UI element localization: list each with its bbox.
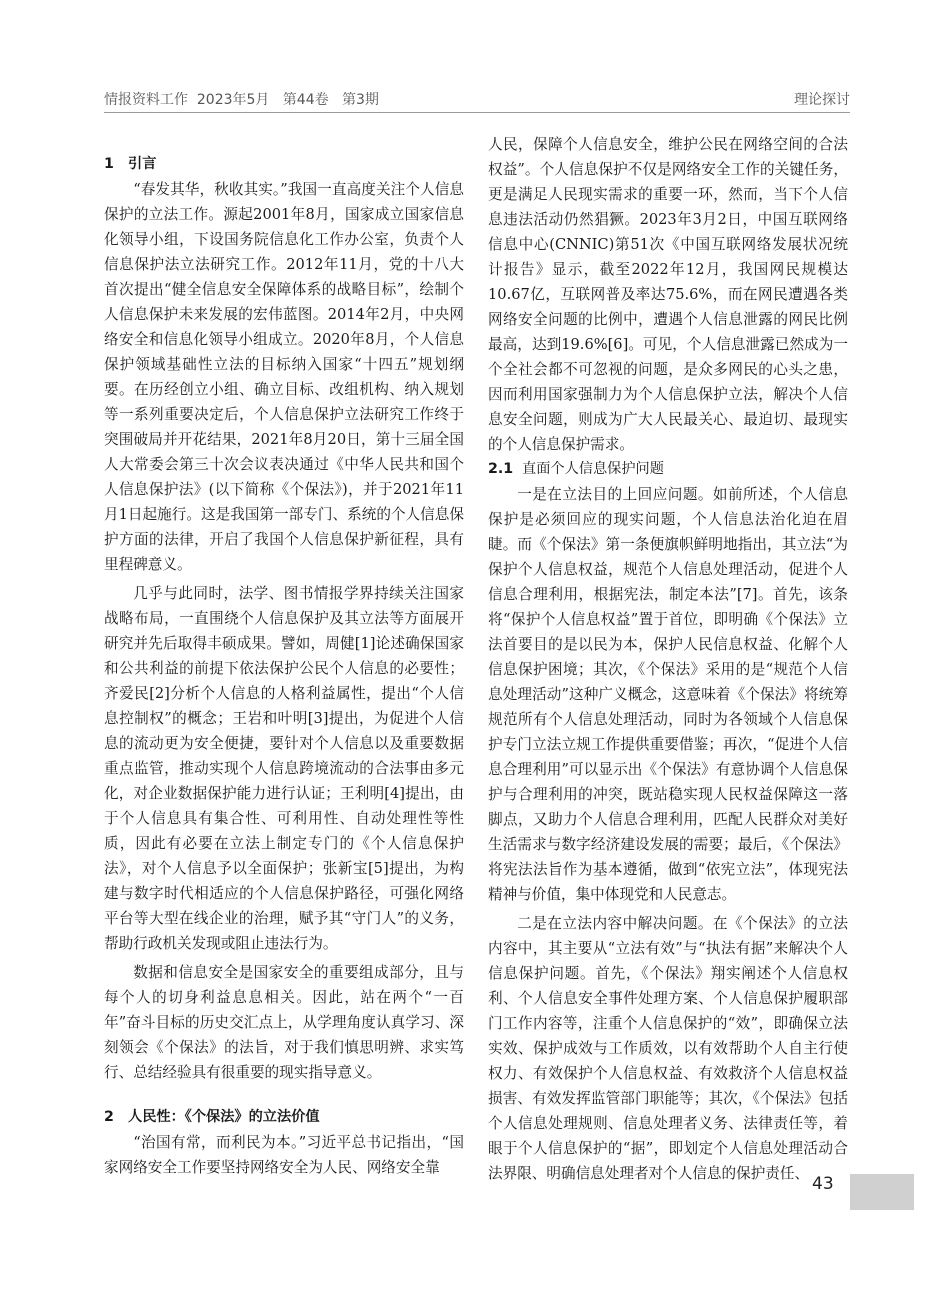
left-column (104, 132, 464, 1180)
right-column (488, 132, 848, 1186)
paragraph: 数据和信息安全是国家安全的重要组成部分，且与每个人的切身利益息息相关。因此，站在两个“一百年”奋斗目标的历史交汇点上，从学理角度认真学习、深刻领会《个保法》的法旨，对于我们慎思明辨、求实笃行、总结经验具有很重要的现实指导意义。 (104, 964, 464, 1081)
section-1-heading: 1 引言 (104, 156, 157, 172)
journal-info: 情报资料工作 2023年5月 第44卷 第3期 (104, 92, 379, 108)
paragraph: 人民，保障个人信息安全，维护公民在网络空间的合法权益”。个人信息保护不仅是网络安全工作的关键任务，更是满足人民现实需求的重要一环，然而，当下个人信息违法活动仍然猖獗。2023年3月2日，中国互联网络信息中心(CNNIC)第51次《中国互联网络发展状况统计报告》显示，截至2022年12月，我国网民规模达10.67亿，互联网普及率达75.6%，而在网民遭遇各类网络安全问题的比例中，遭遇个人信息泄露的网民比例最高，达到19.6%[6]。可见，个人信息泄露已然成为一个全社会都不可忽视的问题，是众多网民的心头之患，因而利用国家强制力为个人信息保护立法，解决个人信息安全问题，则成为广大人民最关心、最迫切、最现实的个人信息保护需求。 (488, 136, 848, 453)
paragraph: “治国有常，而利民为本。”习近平总书记指出，“国家网络安全工作要坚持网络安全为人民、网络安全靠 (104, 1134, 464, 1176)
section-2-heading: 2 人民性：《个保法》的立法价值 (104, 1109, 320, 1125)
running-head (104, 88, 850, 113)
page-number: 43 (812, 1174, 834, 1194)
paragraph: 二是在立法内容中解决问题。在《个保法》的立法内容中，其主要从“立法有效”与“执法有据”来解决个人信息保护问题。首先，《个保法》翔实阐述个人信息权利、个人信息安全事件处理方案、个人信息保护履职部门工作内容等，注重个人信息保护的“效”，即确保立法实效、保护成效与工作质效，以有效帮助个人自主行使权力、有效保护个人信息权益、有效救济个人信息权益损害、有效发挥监管部门职能等；其次，《个保法》包括个人信息处理规则、信息处理者义务、法律责任等，着眼于个人信息保护的“据”，即划定个人信息处理活动合法界限、明确信息处理者对个人信息的保护责任、 (488, 915, 848, 1182)
column-title: 理论探讨 (794, 92, 850, 108)
paragraph: “春发其华，秋收其实。”我国一直高度关注个人信息保护的立法工作。源起2001年8月，国家成立国家信息化领导小组，下设国务院信息化工作办公室，负责个人信息保护法立法研究工作。2012年11月，党的十八大首次提出“健全信息安全保障体系的战略目标”，绘制个人信息保护未来发展的宏伟蓝图。2014年2月，中央网络安全和信息化领导小组成立。2020年8月，个人信息保护领域基础性立法的目标纳入国家“十四五”规划纲要。在历经创立小组、确立目标、改组机构、纳入规划等一系列重要决定后，个人信息保护立法研究工作终于突围破局并开花结果，2021年8月20日，第十三届全国人大常委会第三十次会议表决通过《中华人民共和国个人信息保护法》(以下简称《个保法》)，并于2021年11月1日起施行。这是我国第一部专门、系统的个人信息保护方面的法律，开启了我国个人信息保护新征程，具有里程碑意义。 (104, 181, 464, 573)
paragraph: 一是在立法目的上回应问题。如前所述，个人信息保护是必须回应的现实问题，个人信息法治化迫在眉睫。而《个保法》第一条便旗帜鲜明地指出，其立法“为保护个人信息权益，规范个人信息处理活动，促进个人信息合理利用，根据宪法，制定本法”[7]。首先，该条将“保护个人信息权益”置于首位，即明确《个保法》立法首要目的是以民为本，保护人民信息权益、化解个人信息保护困境；其次，《个保法》采用的是“规范个人信息处理活动”这种广义概念，这意味着《个保法》将统筹规范所有个人信息处理活动，同时为各领域个人信息保护专门立法立规工作提供重要借鉴；再次，“促进个人信息合理利用”可以显示出《个保法》有意协调个人信息保护与合理利用的冲突，既站稳实现人民权益保障这一落脚点，又助力个人信息合理利用，匹配人民群众对美好生活需求与数字经济建设发展的需要；最后，《个保法》将宪法法旨作为基本遵循，做到“依宪立法”，体现宪法精神与价值，集中体现党和人民意志。 (488, 486, 848, 903)
paragraph: 几乎与此同时，法学、图书情报学界持续关注国家战略布局，一直围绕个人信息保护及其立法等方面展开研究并先后取得丰硕成果。譬如，周健[1]论述确保国家和公共利益的前提下依法保护公民个人信息的必要性；齐爱民[2]分析个人信息的人格利益属性，提出“个人信息控制权”的概念；王岩和叶明[3]提出，为促进个人信息的流动更为安全便捷，要针对个人信息以及重要数据重点监管，推动实现个人信息跨境流动的合法事由多元化，对企业数据保护能力进行认证；王利明[4]提出，由于个人信息具有集合性、可利用性、自动处理性等性质，因此有必要在立法上制定专门的《个人信息保护法》，对个人信息予以全面保护；张新宝[5]提出，为构建与数字时代相适应的个人信息保护路径，可强化网络平台等大型在线企业的治理，赋予其“守门人”的义务，帮助行政机关发现或阻止违法行为。 (104, 585, 464, 952)
page-tab (850, 1174, 914, 1210)
section-2-1-heading: 2.1 直面个人信息保护问题 (488, 461, 664, 477)
